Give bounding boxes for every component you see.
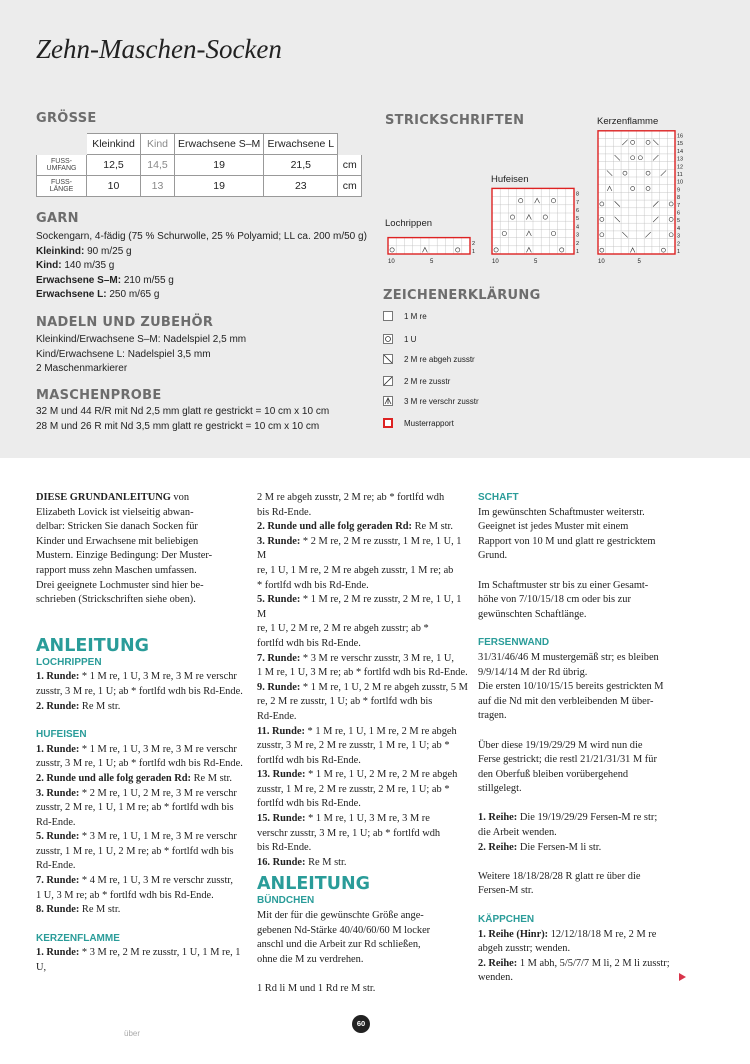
legend-item: 1 M re [383, 311, 427, 321]
chart-row-label: 7 [576, 199, 580, 206]
chart-col-label: 5 [637, 259, 641, 265]
chart-row-label: 4 [677, 225, 681, 232]
chart-row-label: 9 [677, 187, 681, 194]
chart-col-label: 5 [534, 259, 538, 265]
k3tog-tbl-icon [383, 396, 393, 406]
legend-item: 2 M re zusstr [383, 376, 450, 386]
anleitung-heading: ANLEITUNG [36, 635, 149, 656]
chart-row-label: 14 [677, 148, 684, 155]
footer-text: über [124, 1029, 141, 1038]
fersenwand-heading: FERSENWAND [478, 637, 550, 649]
size-cell: 21,5 [264, 155, 338, 176]
chart-label-lochrippen: Lochrippen [385, 218, 433, 229]
chart-row-label: 4 [576, 224, 580, 231]
chart-row-label: 11 [677, 172, 683, 178]
pattern-repeat-icon [383, 418, 393, 428]
garn-heading: GARN [36, 211, 79, 226]
schaft-heading: SCHAFT [478, 492, 519, 503]
legend-item: 2 M re abgeh zusstr [383, 354, 475, 364]
anleitung-heading-2: ANLEITUNG [257, 874, 370, 895]
chart-col-label: 5 [430, 259, 434, 265]
chart-label-kerzenflamme: Kerzenflamme [597, 116, 659, 127]
size-cell: 12,5 [87, 155, 141, 176]
size-col-header: Kind [141, 134, 175, 155]
chart-col-label: 10 [492, 259, 499, 265]
chart-row-label: 16 [677, 133, 684, 140]
column-3: SCHAFT Im gewünschten Schaftmuster weiterstr. Geeignet ist jedes Muster mit einem Rapport von 10 M und glatt re gestricktem Grund. Im Schaftmuster str bis zu einer Gesamt- höhe von 7/10/15/18 cm oder bis zur gewünschten Schaftlänge. FERSENWAND 31/31/46/46 M mustergemäß str; es bleiben 9/9/14/14 M der Rd übrig. Die ersten 10/10/15/15 bereits gestrickten M auf die Nd mit den verbleibenden M über- tragen. Über diese 19/19/29/29 M wird nun die Ferse gestrickt; die restl 21/21/31/31 M für den Oberfuß bleiben vorübergehend stillgelegt. 1. Reihe: Die 19/19/29/29 Fersen-M re str; die Arbeit wenden. 2. Reihe: Die Fersen-M li str. Weitere 18/18/28/28 R glatt re über die Fersen-M str. KÄPPCHEN 1. Reihe (Hinr): 12/12/18/18 M re, 2 M re abgeh zusstr; wenden. 2. Reihe: 1 M abh, 5/5/7/7 M li, 2 M li zusstr; wenden. [478, 491, 698, 986]
hufeisen-heading: HUFEISEN [36, 729, 87, 741]
chart-row-label: 1 [472, 249, 476, 255]
size-cell: 23 [264, 176, 338, 197]
chart-col-label: 10 [388, 259, 395, 265]
chart-row-label: 3 [576, 232, 580, 239]
chart-col-label: 10 [598, 259, 605, 265]
legend-item: 1 U [383, 334, 416, 344]
nadeln-text: Kleinkind/Erwachsene S–M: Nadelspiel 2,5 mm Kind/Erwachsene L: Nadelspiel 3,5 mm 2 Maschenmarkierer [36, 334, 247, 375]
continue-arrow-icon [679, 973, 686, 981]
chart-row-label: 6 [576, 208, 580, 214]
size-cell: 19 [175, 155, 264, 176]
chart-row-label: 2 [677, 241, 681, 248]
k2tog-decrease-icon [383, 376, 393, 386]
lochrippen-heading: LOCHRIPPEN [36, 656, 102, 668]
size-cell: 14,5 [141, 155, 175, 176]
knitting-charts [380, 130, 700, 275]
kerzenflamme-chart [598, 131, 683, 265]
maschenprobe-heading: MASCHENPROBE [36, 388, 162, 403]
chart-row-label: 5 [677, 218, 681, 225]
chart-row-label: 10 [677, 179, 684, 186]
chart-row-label: 8 [677, 195, 681, 202]
lochrippen-chart [388, 238, 475, 265]
size-col-header: Kleinkind [87, 134, 141, 155]
chart-row-label: 5 [576, 216, 580, 223]
size-unit: cm [338, 176, 362, 197]
chart-row-label: 2 [576, 240, 580, 247]
kaeppchen-heading: KÄPPCHEN [478, 914, 535, 926]
legende-heading: ZEICHENERKLÄRUNG [383, 288, 541, 303]
size-cell: 19 [175, 176, 264, 197]
strickschriften-heading: STRICKSCHRIFTEN [385, 113, 525, 128]
chart-row-label: 6 [677, 210, 681, 217]
chart-row-label: 12 [677, 164, 684, 171]
size-row-label: FUSS- LÄNGE [37, 176, 87, 197]
chart-row-label: 13 [677, 156, 684, 163]
chart-row-label: 2 [472, 240, 476, 247]
column-1: DIESE GRUNDANLEITUNG von Elizabeth Lovick ist vielseitig abwan- delbar: Stricken Sie danach Socken für Kinder und Erwachsene mit beliebigen Mustern. Einzige Bedingung: Der Muster- rapport muss zehn Maschen umfassen. Drei geeignete Lochmuster sind hier be- schrieben (Strickschriften siehe oben). ANLEITUNG LOCHRIPPEN 1. Runde: * 1 M re, 1 U, 3 M re, 3 M re verschr zusstr, 3 M re, 1 U; ab * fortlfd wdh bis Rd-Ende. 2. Runde: Re M str. HUFEISEN 1. Runde: * 1 M re, 1 U, 3 M re, 3 M re verschr zusstr, 3 M re, 1 U; ab * fortlfd wdh bis Rd-Ende. 2. Runde und alle folg geraden Rd: Re M str. 3. Runde: * 2 M re, 1 U, 2 M re, 3 M re verschr zusstr, 2 M re, 1 U, 1 M re; ab * fortlfd wdh bis Rd-Ende. 5. Runde: * 3 M re, 1 U, 1 M re, 3 M re verschr zusstr, 1 M re, 1 U, 2 M re; ab * fortlfd wdh bis Rd-Ende. 7. Runde: * 4 M re, 1 U, 3 M re verschr zusstr, 1 U, 3 M re; ab * fortlfd wdh bis Rd-Ende. 8. Runde: Re M str. KERZENFLAMME 1. Runde: * 3 M re, 2 M re zusstr, 1 U, 1 M re, 1 U, [36, 491, 248, 976]
size-row-label: FUSS- UMFANG [37, 155, 87, 176]
column-2: 2 M re abgeh zusstr, 2 M re; ab * fortlfd wdh bis Rd-Ende. 2. Runde und alle folg geraden Rd: Re M str. 3. Runde: * 2 M re, 2 M re zusstr, 1 M re, 1 U, 1 M re, 1 U, 1 M re, 2 M re abgeh zusstr, 1 M re; ab * fortlfd wdh bis Rd-Ende. 5. Runde: * 1 M re, 2 M re zusstr, 2 M re, 1 U, 1 M re, 1 U, 2 M re, 2 M re abgeh zusstr; ab * fortlfd wdh bis Rd-Ende. 7. Runde: * 3 M re verschr zusstr, 3 M re, 1 U, 1 M re, 1 U, 3 M re; ab * fortlfd wdh bis Rd-Ende. 9. Runde: * 1 M re, 1 U, 2 M re abgeh zusstr, 5 M re, 2 M re zusstr, 1 U; ab * fortlfd wdh bis Rd-Ende. 11. Runde: * 1 M re, 1 U, 1 M re, 2 M re abgeh zusstr, 3 M re, 2 M re zusstr, 1 M re, 1 U; ab * fortlfd wdh bis Rd-Ende. 13. Runde: * 1 M re, 1 U, 2 M re, 2 M re abgeh zusstr, 1 M re, 2 M re zusstr, 2 M re, 1 U; ab * fortlfd wdh bis Rd-Ende. 15. Runde: * 1 M re, 1 U, 3 M re, 3 M re verschr zusstr, 3 M re, 1 U; ab * fortlfd wdh bis Rd-Ende. 16. Runde: Re M str. ANLEITUNG BÜNDCHEN Mit der für die gewünschte Größe ange- gebenen Nd-Stärke 40/40/60/60 M locker anschl und die Arbeit zur Rd schließen, ohne die M zu verdrehen. 1 Rd li M und 1 Rd re M str. [257, 491, 472, 997]
maschenprobe-text: 32 M und 44 R/R mit Nd 2,5 mm glatt re gestrickt = 10 cm x 10 cm 28 M und 26 R mit Nd 3,5 mm glatt re gestrickt = 10 cm x 10 cm [36, 406, 330, 432]
legend-item: Musterrapport [383, 418, 454, 428]
size-col-header: Erwachsene S–M [175, 134, 264, 155]
page-title: Zehn-Maschen-Socken [36, 34, 282, 64]
buendchen-heading: BÜNDCHEN [257, 895, 315, 907]
chart-row-label: 3 [677, 233, 681, 240]
chart-row-label: 7 [677, 202, 681, 209]
size-col-header: Erwachsene L [264, 134, 338, 155]
chart-row-label: 1 [677, 249, 681, 255]
chart-row-label: 15 [677, 141, 684, 148]
size-unit: cm [338, 155, 362, 176]
size-cell: 13 [141, 176, 175, 197]
ssk-decrease-icon [383, 354, 393, 364]
nadeln-heading: NADELN UND ZUBEHÖR [36, 315, 214, 330]
chart-label-hufeisen: Hufeisen [491, 174, 529, 185]
groesse-heading: GRÖSSE [36, 111, 97, 126]
chart-row-label: 8 [576, 191, 580, 198]
kerzenflamme-heading: KERZENFLAMME [36, 932, 120, 944]
knit-stitch-icon [383, 311, 393, 321]
chart-row-label: 1 [576, 249, 580, 255]
page-number: 60 [352, 1015, 370, 1033]
yarn-over-icon [383, 334, 393, 344]
hufeisen-chart [492, 188, 579, 265]
size-cell: 10 [87, 176, 141, 197]
size-table [36, 133, 362, 197]
garn-text: Sockengarn, 4-fädig (75 % Schurwolle, 25 % Polyamid; LL ca. 200 m/50 g) Kleinkind: 90 m/25 g Kind: 140 m/35 g Erwachsene S–M: 210 m/55 g Erwachsene L: 250 m/65 g [36, 231, 367, 301]
legend-item: 3 M re verschr zusstr [383, 396, 479, 406]
